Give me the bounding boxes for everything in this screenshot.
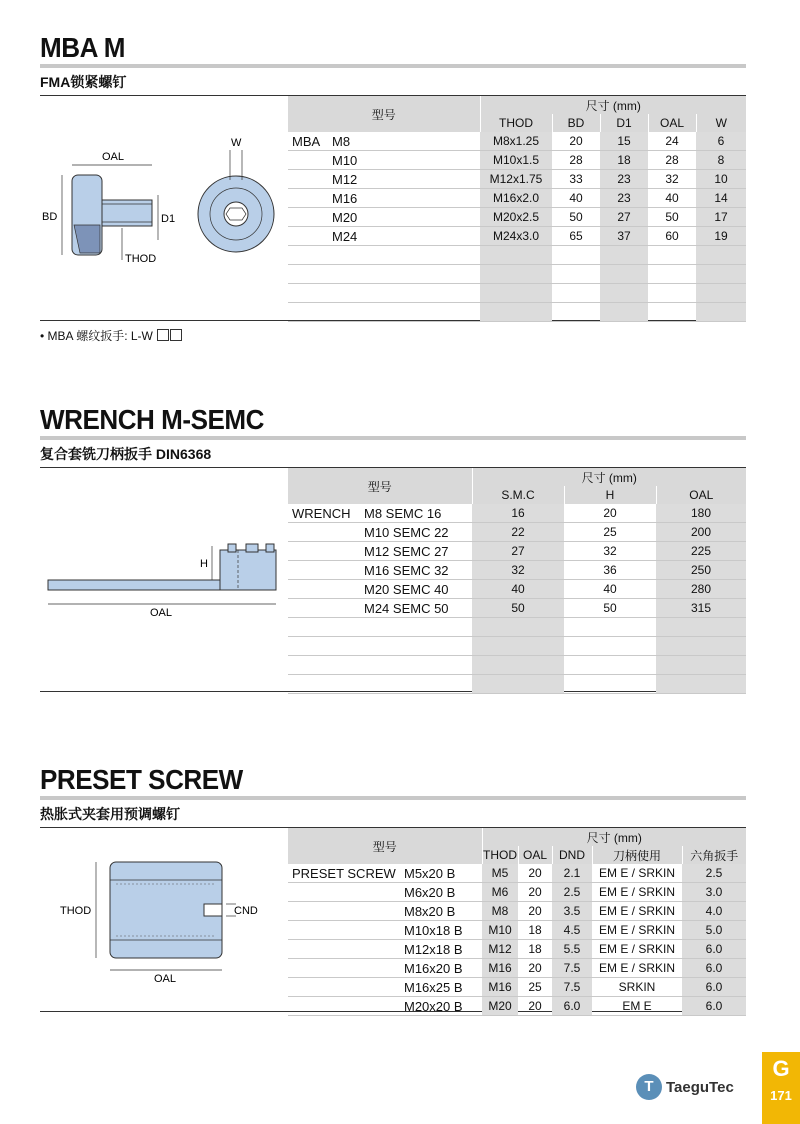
section-subtitle: 复合套铣刀柄扳手 DIN6368	[40, 446, 212, 462]
blank-cell	[328, 303, 480, 322]
wrench-note	[40, 327, 182, 344]
blank-cell	[480, 303, 552, 322]
value-cell: EM E / SRKIN	[592, 940, 682, 959]
model-cell: M12x18 B	[400, 940, 482, 959]
model-prefix	[288, 997, 400, 1016]
table-row	[288, 523, 746, 542]
mba-table-body	[288, 132, 746, 322]
blank-cell	[288, 637, 360, 656]
value-cell: EM E / SRKIN	[592, 959, 682, 978]
value-cell: 6	[696, 132, 746, 151]
table-row	[288, 978, 746, 997]
value-cell: 20	[564, 504, 656, 523]
value-cell: EM E / SRKIN	[592, 902, 682, 921]
model-prefix: MBA	[288, 132, 328, 151]
dim-header: 尺寸 (mm)	[480, 96, 746, 114]
section-title: PRESET SCREW	[40, 764, 243, 795]
value-cell: 2.1	[552, 864, 592, 883]
value-cell: 280	[656, 580, 746, 599]
value-cell: 40	[648, 189, 696, 208]
col-header: S.M.C	[472, 486, 564, 504]
blank-cell	[656, 637, 746, 656]
value-cell: 60	[648, 227, 696, 246]
model-header: 型号	[288, 96, 480, 132]
col-header: H	[564, 486, 656, 504]
col-header: DND	[552, 846, 592, 864]
col-header: D1	[600, 114, 648, 132]
value-cell: M10	[482, 921, 518, 940]
value-cell: 20	[518, 902, 552, 921]
value-cell: 225	[656, 542, 746, 561]
value-cell: 19	[696, 227, 746, 246]
value-cell: 50	[564, 599, 656, 618]
value-cell: 20	[518, 997, 552, 1016]
model-prefix	[288, 959, 400, 978]
value-cell: 36	[564, 561, 656, 580]
model-prefix	[288, 208, 328, 227]
model-cell: M10	[328, 151, 480, 170]
model-prefix	[288, 542, 360, 561]
model-header: 型号	[288, 468, 472, 504]
label-oal: OAL	[154, 973, 177, 985]
value-cell: 20	[518, 864, 552, 883]
value-cell: 7.5	[552, 959, 592, 978]
blank-cell	[552, 284, 600, 303]
value-cell: 6.0	[682, 978, 746, 997]
blank-cell	[360, 618, 472, 637]
blank-cell	[328, 284, 480, 303]
value-cell: 22	[472, 523, 564, 542]
value-cell: 16	[472, 504, 564, 523]
table-row	[288, 303, 746, 322]
label-h: H	[200, 558, 208, 570]
table-row	[288, 284, 746, 303]
value-cell: 50	[648, 208, 696, 227]
value-cell: 315	[656, 599, 746, 618]
value-cell: M24x3.0	[480, 227, 552, 246]
blank-cell	[288, 675, 360, 694]
model-prefix	[288, 189, 328, 208]
blank-cell	[472, 618, 564, 637]
value-cell: 32	[564, 542, 656, 561]
section-title: MBA M	[40, 32, 125, 63]
model-header: 型号	[288, 828, 482, 864]
value-cell: M20	[482, 997, 518, 1016]
value-cell: 28	[552, 151, 600, 170]
blank-cell	[696, 265, 746, 284]
value-cell: 24	[648, 132, 696, 151]
value-cell: M8x1.25	[480, 132, 552, 151]
model-cell: M6x20 B	[400, 883, 482, 902]
blank-cell	[288, 284, 328, 303]
blank-cell	[600, 265, 648, 284]
table-row	[288, 637, 746, 656]
value-cell: 18	[600, 151, 648, 170]
value-cell: SRKIN	[592, 978, 682, 997]
value-cell: 23	[600, 189, 648, 208]
table-row	[288, 599, 746, 618]
section-subtitle: 热胀式夹套用预调螺钉	[40, 806, 180, 822]
table-row	[288, 656, 746, 675]
model-prefix	[288, 902, 400, 921]
model-cell: M24	[328, 227, 480, 246]
dim-header: 尺寸 (mm)	[472, 468, 746, 486]
value-cell: 14	[696, 189, 746, 208]
model-cell: M10x18 B	[400, 921, 482, 940]
value-cell: M16x2.0	[480, 189, 552, 208]
model-prefix	[288, 561, 360, 580]
taegutec-logo	[636, 1074, 734, 1100]
model-cell: M12 SEMC 27	[360, 542, 472, 561]
model-cell: M12	[328, 170, 480, 189]
model-prefix	[288, 227, 328, 246]
wrench-spec-table	[288, 468, 746, 694]
wrench-diagram	[40, 532, 286, 632]
value-cell: 33	[552, 170, 600, 189]
table-row	[288, 675, 746, 694]
model-prefix	[288, 599, 360, 618]
value-cell: M12	[482, 940, 518, 959]
title-bar	[40, 64, 746, 68]
col-header: THOD	[480, 114, 552, 132]
dim-header: 尺寸 (mm)	[482, 828, 746, 846]
model-cell: M16	[328, 189, 480, 208]
blank-cell	[696, 246, 746, 265]
table-row	[288, 132, 746, 151]
chapter-tab	[762, 1052, 800, 1124]
label-thod: THOD	[125, 253, 157, 265]
value-cell: 6.0	[682, 959, 746, 978]
table-row	[288, 542, 746, 561]
table-row	[288, 997, 746, 1016]
model-cell: M16x25 B	[400, 978, 482, 997]
blank-cell	[480, 265, 552, 284]
model-cell: M16x20 B	[400, 959, 482, 978]
value-cell: 3.5	[552, 902, 592, 921]
value-cell: 27	[472, 542, 564, 561]
preset-spec-table	[288, 828, 746, 1016]
blank-cell	[472, 656, 564, 675]
value-cell: 32	[648, 170, 696, 189]
blank-cell	[696, 303, 746, 322]
value-cell: 2.5	[682, 864, 746, 883]
col-header: BD	[552, 114, 600, 132]
table-row	[288, 246, 746, 265]
model-cell: M20 SEMC 40	[360, 580, 472, 599]
blank-cell	[472, 637, 564, 656]
col-header: THOD	[483, 848, 517, 862]
blank-cell	[288, 303, 328, 322]
blank-cell	[656, 618, 746, 637]
model-cell: M8x20 B	[400, 902, 482, 921]
model-prefix	[288, 170, 328, 189]
table-row	[288, 864, 746, 883]
blank-cell	[328, 246, 480, 265]
blank-cell	[288, 246, 328, 265]
blank-cell	[600, 246, 648, 265]
mba-diagram	[40, 130, 286, 270]
table-row	[288, 208, 746, 227]
model-cell: M20x20 B	[400, 997, 482, 1016]
model-prefix	[288, 940, 400, 959]
col-header: W	[696, 114, 746, 132]
blank-cell	[564, 637, 656, 656]
value-cell: 17	[696, 208, 746, 227]
model-prefix	[288, 883, 400, 902]
blank-cell	[360, 656, 472, 675]
value-cell: 18	[518, 940, 552, 959]
blank-cell	[600, 284, 648, 303]
blank-cell	[552, 303, 600, 322]
value-cell: M8	[482, 902, 518, 921]
model-cell: M20	[328, 208, 480, 227]
model-prefix	[288, 978, 400, 997]
model-cell: M8	[328, 132, 480, 151]
value-cell: 250	[656, 561, 746, 580]
value-cell: 18	[518, 921, 552, 940]
blank-cell	[656, 675, 746, 694]
label-thod: THOD	[60, 905, 92, 917]
blank-cell	[564, 656, 656, 675]
value-cell: M16	[482, 959, 518, 978]
model-cell: M8 SEMC 16	[360, 504, 472, 523]
value-cell: EM E	[592, 997, 682, 1016]
table-row	[288, 618, 746, 637]
value-cell: 23	[600, 170, 648, 189]
blank-cell	[648, 284, 696, 303]
blank-cell	[564, 618, 656, 637]
blank-cell	[288, 265, 328, 284]
preset-diagram	[40, 842, 286, 992]
blank-cell	[328, 265, 480, 284]
model-prefix	[288, 921, 400, 940]
blank-cell	[648, 303, 696, 322]
title-bar	[40, 436, 746, 440]
value-cell: 3.0	[682, 883, 746, 902]
blank-cell	[480, 284, 552, 303]
col-header: OAL	[518, 846, 552, 864]
table-row	[288, 959, 746, 978]
value-cell: 32	[472, 561, 564, 580]
table-row	[288, 227, 746, 246]
blank-cell	[552, 265, 600, 284]
table-row	[288, 580, 746, 599]
label-bd: BD	[42, 211, 58, 223]
value-cell: 20	[518, 959, 552, 978]
blank-cell	[600, 303, 648, 322]
col-header: OAL	[656, 486, 746, 504]
section-wrench	[40, 402, 746, 702]
value-cell: 5.5	[552, 940, 592, 959]
blank-cell	[648, 265, 696, 284]
value-cell: 25	[564, 523, 656, 542]
table-row	[288, 151, 746, 170]
value-cell: EM E / SRKIN	[592, 864, 682, 883]
table-row	[288, 902, 746, 921]
table-row	[288, 504, 746, 523]
table-row	[288, 921, 746, 940]
wrench-table-body	[288, 504, 746, 694]
value-cell: M5	[482, 864, 518, 883]
blank-cell	[552, 246, 600, 265]
blank-cell	[564, 675, 656, 694]
blank-cell	[696, 284, 746, 303]
section-preset	[40, 762, 746, 1022]
label-cnd: CND	[234, 905, 258, 917]
section-title: WRENCH M-SEMC	[40, 404, 264, 435]
blank-cell	[360, 637, 472, 656]
blank-box	[157, 329, 169, 341]
model-prefix	[288, 580, 360, 599]
value-cell: M16	[482, 978, 518, 997]
blank-cell	[648, 246, 696, 265]
logo-text: TaeguTec	[666, 1078, 734, 1096]
value-cell: 65	[552, 227, 600, 246]
value-cell: 4.5	[552, 921, 592, 940]
title-bar	[40, 796, 746, 800]
label-d1: D1	[161, 213, 176, 225]
value-cell: 50	[552, 208, 600, 227]
section-mba	[40, 30, 746, 343]
table-row	[288, 940, 746, 959]
label-oal: OAL	[150, 607, 173, 619]
preset-table-body	[288, 864, 746, 1016]
value-cell: 27	[600, 208, 648, 227]
value-cell: EM E / SRKIN	[592, 883, 682, 902]
value-cell: 8	[696, 151, 746, 170]
model-cell: M16 SEMC 32	[360, 561, 472, 580]
table-row	[288, 883, 746, 902]
table-row	[288, 265, 746, 284]
value-cell: 6.0	[682, 940, 746, 959]
logo-mark: T	[636, 1074, 662, 1100]
value-cell: EM E / SRKIN	[592, 921, 682, 940]
label-w: W	[231, 137, 242, 149]
table-row	[288, 170, 746, 189]
value-cell: 20	[552, 132, 600, 151]
model-prefix: WRENCH	[288, 504, 360, 523]
value-cell: 6.0	[682, 997, 746, 1016]
note-text: • MBA 螺纹扳手: L-W	[40, 329, 153, 343]
blank-box	[170, 329, 182, 341]
table-row	[288, 561, 746, 580]
model-cell: M24 SEMC 50	[360, 599, 472, 618]
page-number: 171	[770, 1088, 792, 1103]
value-cell: 4.0	[682, 902, 746, 921]
blank-cell	[288, 656, 360, 675]
model-cell: M5x20 B	[400, 864, 482, 883]
model-cell: M10 SEMC 22	[360, 523, 472, 542]
value-cell: 20	[518, 883, 552, 902]
model-prefix: PRESET SCREW	[288, 864, 400, 883]
section-subtitle: FMA锁紧螺钉	[40, 74, 127, 90]
value-cell: 2.5	[552, 883, 592, 902]
value-cell: 40	[472, 580, 564, 599]
col-header: 刀柄使用	[592, 846, 682, 864]
value-cell: 40	[564, 580, 656, 599]
value-cell: 50	[472, 599, 564, 618]
value-cell: M6	[482, 883, 518, 902]
value-cell: M12x1.75	[480, 170, 552, 189]
col-header: OAL	[648, 114, 696, 132]
model-prefix	[288, 151, 328, 170]
blank-cell	[656, 656, 746, 675]
value-cell: 28	[648, 151, 696, 170]
value-cell: 6.0	[552, 997, 592, 1016]
value-cell: 10	[696, 170, 746, 189]
value-cell: 37	[600, 227, 648, 246]
value-cell: 25	[518, 978, 552, 997]
label-oal: OAL	[102, 151, 125, 163]
value-cell: 40	[552, 189, 600, 208]
value-cell: M20x2.5	[480, 208, 552, 227]
table-row	[288, 189, 746, 208]
model-prefix	[288, 523, 360, 542]
mba-spec-table	[288, 96, 746, 322]
value-cell: 180	[656, 504, 746, 523]
blank-cell	[360, 675, 472, 694]
blank-cell	[288, 618, 360, 637]
value-cell: 15	[600, 132, 648, 151]
value-cell: 200	[656, 523, 746, 542]
value-cell: M10x1.5	[480, 151, 552, 170]
chapter-letter: G	[772, 1056, 790, 1081]
value-cell: 5.0	[682, 921, 746, 940]
col-header: 六角扳手	[682, 846, 746, 864]
blank-cell	[472, 675, 564, 694]
value-cell: 7.5	[552, 978, 592, 997]
blank-cell	[480, 246, 552, 265]
